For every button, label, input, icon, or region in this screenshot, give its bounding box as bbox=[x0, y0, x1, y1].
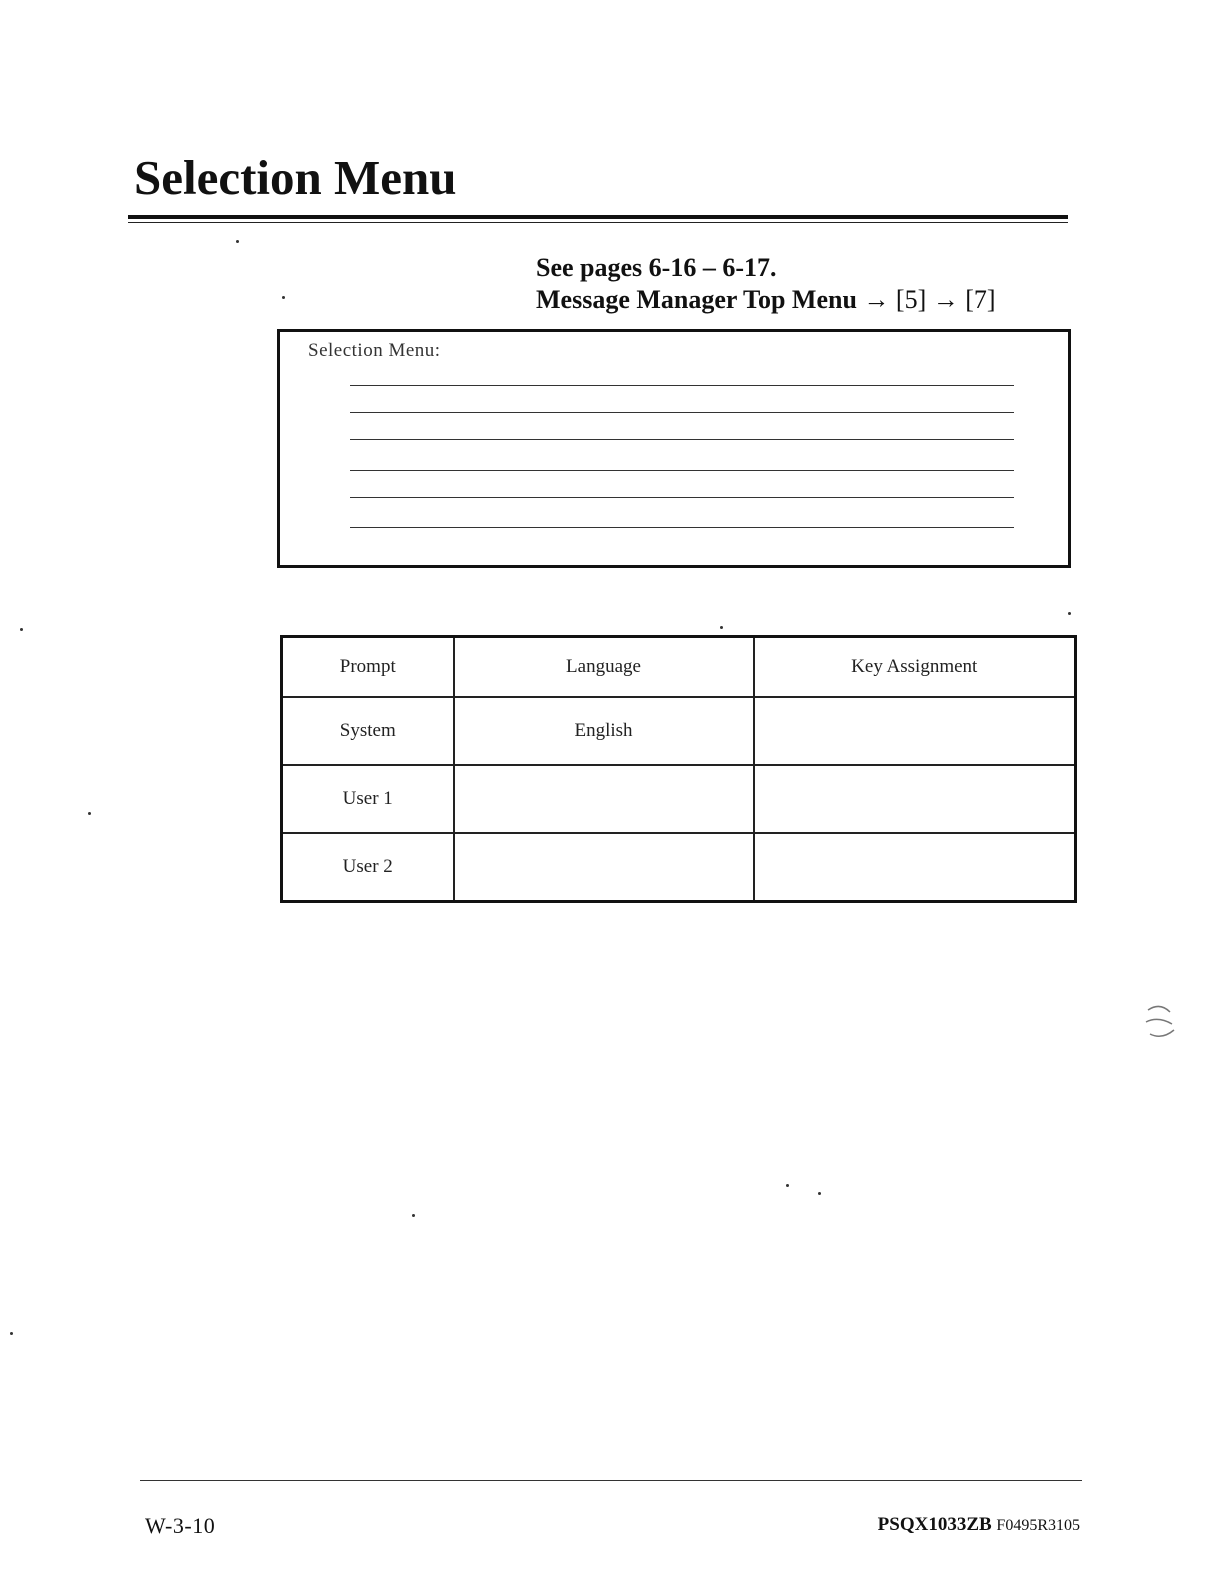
document-revision: F0495R3105 bbox=[996, 1517, 1080, 1534]
arrow-icon: → bbox=[932, 285, 959, 314]
blank-write-line[interactable] bbox=[350, 497, 1014, 498]
page-reference bbox=[536, 252, 996, 316]
blank-write-line[interactable] bbox=[350, 412, 1014, 413]
page-title: Selection Menu bbox=[134, 150, 457, 205]
scan-speck bbox=[10, 1332, 13, 1335]
language-cell[interactable] bbox=[454, 765, 754, 833]
scan-speck bbox=[818, 1192, 821, 1195]
footer-divider bbox=[140, 1480, 1082, 1481]
scan-speck bbox=[282, 296, 285, 299]
table-row bbox=[282, 765, 1076, 833]
table-row bbox=[282, 697, 1076, 765]
table-header-row bbox=[282, 637, 1076, 698]
scan-speck bbox=[1068, 612, 1071, 615]
scan-smudge-icon bbox=[1140, 1000, 1180, 1044]
document-code-main: PSQX1033ZB bbox=[877, 1514, 992, 1535]
key-assignment-cell[interactable] bbox=[754, 833, 1076, 902]
language-key-table bbox=[280, 635, 1077, 903]
selection-menu-box bbox=[277, 329, 1071, 568]
key-assignment-cell[interactable] bbox=[754, 765, 1076, 833]
header-prompt: Prompt bbox=[282, 637, 454, 698]
table-row bbox=[282, 833, 1076, 902]
header-language: Language bbox=[454, 637, 754, 698]
scan-speck bbox=[20, 628, 23, 631]
menu-path-step-2: [7] bbox=[965, 285, 996, 314]
language-cell[interactable]: English bbox=[454, 697, 754, 765]
prompt-cell: System bbox=[282, 697, 454, 765]
header-key-assignment: Key Assignment bbox=[754, 637, 1076, 698]
scan-speck bbox=[786, 1184, 789, 1187]
page-number: W-3-10 bbox=[145, 1513, 216, 1538]
scan-speck bbox=[88, 812, 91, 815]
blank-write-line[interactable] bbox=[350, 470, 1014, 471]
menu-path-start: Message Manager Top Menu bbox=[536, 285, 857, 314]
document-code bbox=[878, 1514, 1080, 1536]
menu-path-step-1: [5] bbox=[895, 285, 927, 314]
scan-speck bbox=[412, 1214, 415, 1217]
blank-write-line[interactable] bbox=[350, 527, 1014, 528]
title-divider bbox=[128, 215, 1068, 219]
scan-speck bbox=[720, 626, 723, 629]
menu-path bbox=[536, 284, 996, 316]
prompt-cell: User 1 bbox=[282, 765, 454, 833]
see-pages-text: See pages 6-16 – 6-17. bbox=[536, 253, 777, 282]
arrow-icon: → bbox=[863, 285, 890, 314]
selection-menu-label: Selection Menu: bbox=[308, 340, 441, 361]
title-divider-thin bbox=[128, 222, 1068, 223]
key-assignment-cell[interactable] bbox=[754, 697, 1076, 765]
prompt-cell: User 2 bbox=[282, 833, 454, 902]
blank-write-line[interactable] bbox=[350, 385, 1014, 386]
scan-speck bbox=[236, 240, 239, 243]
language-cell[interactable] bbox=[454, 833, 754, 902]
blank-write-line[interactable] bbox=[350, 439, 1014, 440]
